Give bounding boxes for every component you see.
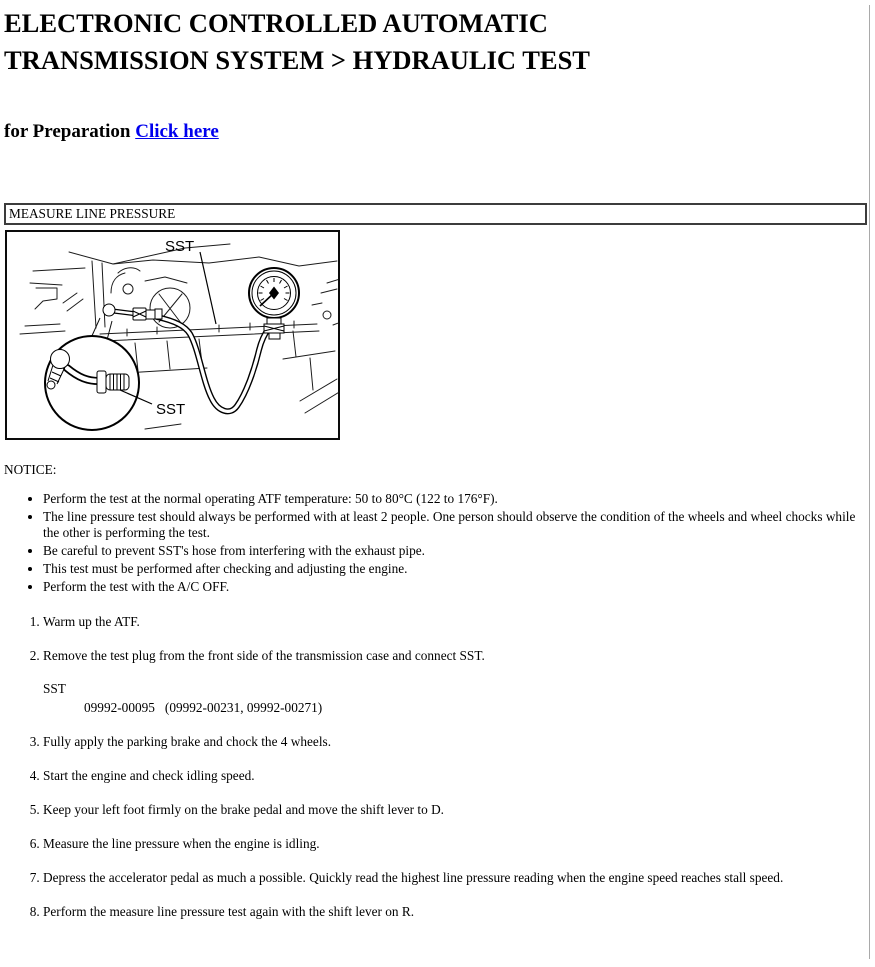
- pressure-gauge: [249, 268, 299, 339]
- step-text: Start the engine and check idling speed.: [43, 768, 255, 783]
- inline-fitting: [133, 308, 162, 320]
- document-body: [0, 5, 875, 967]
- step-item: [43, 903, 867, 920]
- page-title: [4, 5, 867, 79]
- notice-item: • This test must be performed after checking and adjusting the engine.: [43, 561, 867, 577]
- step-text: Fully apply the parking brake and chock the 4 wheels.: [43, 734, 332, 749]
- sst-bottom-label: SST: [156, 401, 186, 418]
- notice-item: • Perform the test at the normal operating ATF temperature: 50 to 80°C (122 to 176°F).: [43, 491, 867, 507]
- sst-tool-part-numbers: 09992-00095 (09992-00231, 09992-00271): [84, 700, 323, 715]
- frame-divider: [869, 5, 870, 959]
- notice-item: • Be careful to prevent SST's hose from interfering with the exhaust pipe.: [43, 543, 867, 559]
- page-title-line2: TRANSMISSION SYSTEM > HYDRAULIC TEST: [4, 45, 590, 75]
- notice-list: [4, 491, 867, 594]
- page-title-line1: ELECTRONIC CONTROLLED AUTOMATIC: [4, 8, 548, 38]
- steps-list: [4, 613, 867, 920]
- sst-tool-label: SST: [43, 681, 66, 696]
- fitting-flange: [97, 371, 106, 393]
- inset-circle: [45, 336, 139, 430]
- hose: [157, 317, 269, 411]
- preparation-link[interactable]: Click here: [135, 121, 219, 142]
- preparation-label: for Preparation: [4, 121, 131, 142]
- sst-top-label: SST: [165, 238, 195, 255]
- step-text: Perform the measure line pressure test again with the shift lever on R.: [43, 904, 415, 919]
- test-plug-tube: [103, 304, 137, 316]
- step-text: Keep your left foot firmly on the brake pedal and move the shift lever to D.: [43, 802, 444, 817]
- step-text: Warm up the ATF.: [43, 614, 140, 629]
- step-text: Depress the accelerator pedal as much a possible. Quickly read the highest line pressure reading when the engine speed reaches stall speed.: [43, 870, 784, 885]
- step-item: [43, 647, 867, 716]
- notice-label: NOTICE:: [4, 462, 57, 477]
- preparation-line: [4, 121, 867, 143]
- notice-item: • Perform the test with the A/C OFF.: [43, 579, 867, 595]
- step-item: [43, 801, 867, 818]
- notice-item: • The line pressure test should always be performed with at least 2 people. One person should observe the condition of the wheels and wheel chocks while the other is performing the test.: [43, 509, 867, 540]
- section-header-text: MEASURE LINE PRESSURE: [9, 206, 176, 221]
- step-item: [43, 835, 867, 852]
- sst-diagram: [7, 232, 338, 438]
- step-item: [43, 733, 867, 750]
- step-item: [43, 767, 867, 784]
- step-item: [43, 869, 867, 886]
- figure-line-pressure: [5, 230, 340, 440]
- elbow-ball-head: [51, 350, 70, 369]
- step-text: Measure the line pressure when the engine is idling.: [43, 836, 320, 851]
- step-text: Remove the test plug from the front side of the transmission case and connect SST.: [43, 648, 485, 663]
- sst-tool-block: [43, 680, 867, 716]
- step-item: [43, 613, 867, 630]
- section-header: [4, 203, 867, 225]
